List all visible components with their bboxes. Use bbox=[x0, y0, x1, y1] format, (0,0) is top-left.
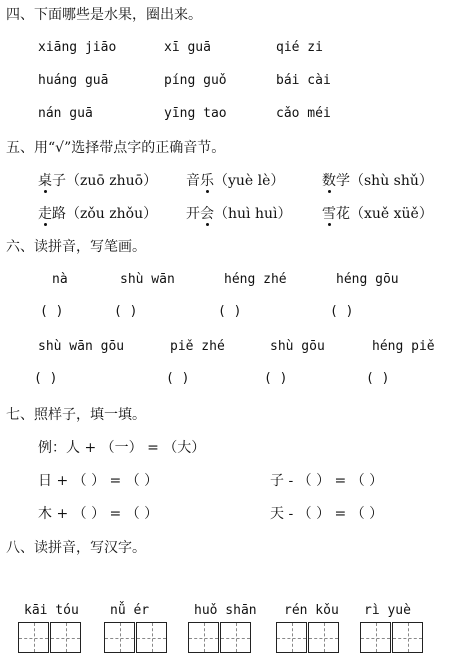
choice-item bbox=[186, 203, 291, 223]
pinyin-item: xī guā bbox=[164, 40, 211, 55]
writing-box[interactable] bbox=[136, 622, 167, 653]
pinyin-item: qié zi bbox=[276, 40, 323, 55]
fill-line[interactable]: 日 + （ ） = （ ） bbox=[38, 473, 159, 489]
pinyin-item: bái cài bbox=[276, 73, 331, 88]
pinyin-item: héng piě bbox=[372, 339, 435, 354]
writing-box[interactable] bbox=[308, 622, 339, 653]
pinyin-word: rì yuè bbox=[364, 603, 411, 618]
pinyin-word: kāi tóu bbox=[24, 603, 79, 618]
answer-parens[interactable]: ( ) bbox=[166, 371, 190, 386]
writing-box[interactable] bbox=[104, 622, 135, 653]
fill-line[interactable]: 子 - （ ） = （ ） bbox=[270, 473, 384, 489]
writing-box[interactable] bbox=[18, 622, 49, 653]
pinyin-word: nǚ ér bbox=[110, 603, 150, 618]
answer-parens[interactable]: ( ) bbox=[330, 304, 354, 319]
plain-text: 学（shù shǔ） bbox=[336, 173, 433, 189]
writing-box[interactable] bbox=[50, 622, 81, 653]
plain-text: 路（zǒu zhǒu） bbox=[52, 206, 158, 222]
choice-item bbox=[322, 203, 433, 223]
answer-parens[interactable]: ( ) bbox=[114, 304, 138, 319]
dotted-char: 会 bbox=[200, 206, 214, 222]
choice-item bbox=[186, 170, 284, 190]
pinyin-item: héng gōu bbox=[336, 272, 399, 287]
pinyin-item: yīng tao bbox=[164, 106, 227, 121]
answer-parens[interactable]: ( ) bbox=[218, 304, 242, 319]
answer-parens[interactable]: ( ) bbox=[366, 371, 390, 386]
dotted-char: 桌 bbox=[38, 173, 52, 189]
plain-text: （huì huì） bbox=[214, 206, 292, 222]
pinyin-item: shù wān gōu bbox=[38, 339, 125, 354]
fill-line[interactable]: 天 - （ ） = （ ） bbox=[270, 506, 384, 522]
writing-box[interactable] bbox=[188, 622, 219, 653]
dotted-char: 乐 bbox=[200, 173, 214, 189]
pinyin-item: nà bbox=[52, 272, 68, 287]
plain-text: 子（zuō zhuō） bbox=[52, 173, 158, 189]
pinyin-item: xiāng jiāo bbox=[38, 40, 117, 55]
pinyin-item: shù wān bbox=[120, 272, 175, 287]
writing-box[interactable] bbox=[276, 622, 307, 653]
section-5-title: 五、用“√”选择带点字的正确音节。 bbox=[6, 140, 226, 156]
writing-box[interactable] bbox=[220, 622, 251, 653]
plain-text: 开 bbox=[186, 206, 200, 222]
pinyin-item: héng zhé bbox=[224, 272, 287, 287]
plain-text: 音 bbox=[186, 173, 200, 189]
dotted-char: 走 bbox=[38, 206, 52, 222]
choice-item bbox=[322, 170, 433, 190]
pinyin-item: piě zhé bbox=[170, 339, 225, 354]
pinyin-word: huǒ shān bbox=[194, 603, 257, 618]
answer-parens[interactable]: ( ) bbox=[34, 371, 58, 386]
dotted-char: 雪 bbox=[322, 206, 336, 222]
section-6-title: 六、读拼音，写笔画。 bbox=[6, 239, 146, 255]
pinyin-item: cǎo méi bbox=[276, 106, 331, 121]
example-line: 例：人 + （一） = （大） bbox=[38, 440, 206, 456]
answer-parens[interactable]: ( ) bbox=[264, 371, 288, 386]
writing-box[interactable] bbox=[360, 622, 391, 653]
fill-line[interactable]: 木 + （ ） = （ ） bbox=[38, 506, 159, 522]
pinyin-item: píng guǒ bbox=[164, 73, 227, 88]
dotted-char: 数 bbox=[322, 173, 336, 189]
pinyin-item: huáng guā bbox=[38, 73, 109, 88]
writing-box[interactable] bbox=[392, 622, 423, 653]
choice-item bbox=[38, 170, 157, 190]
pinyin-word: rén kǒu bbox=[284, 603, 339, 618]
pinyin-item: shù gōu bbox=[270, 339, 325, 354]
section-4-title: 四、下面哪些是水果，圈出来。 bbox=[6, 7, 202, 23]
section-8-title: 八、读拼音，写汉字。 bbox=[6, 540, 146, 556]
section-7-title: 七、照样子，填一填。 bbox=[6, 407, 146, 423]
plain-text: （yuè lè） bbox=[214, 173, 285, 189]
plain-text: 花（xuě xüě） bbox=[336, 206, 433, 222]
choice-item bbox=[38, 203, 157, 223]
pinyin-item: nán guā bbox=[38, 106, 93, 121]
answer-parens[interactable]: ( ) bbox=[40, 304, 64, 319]
